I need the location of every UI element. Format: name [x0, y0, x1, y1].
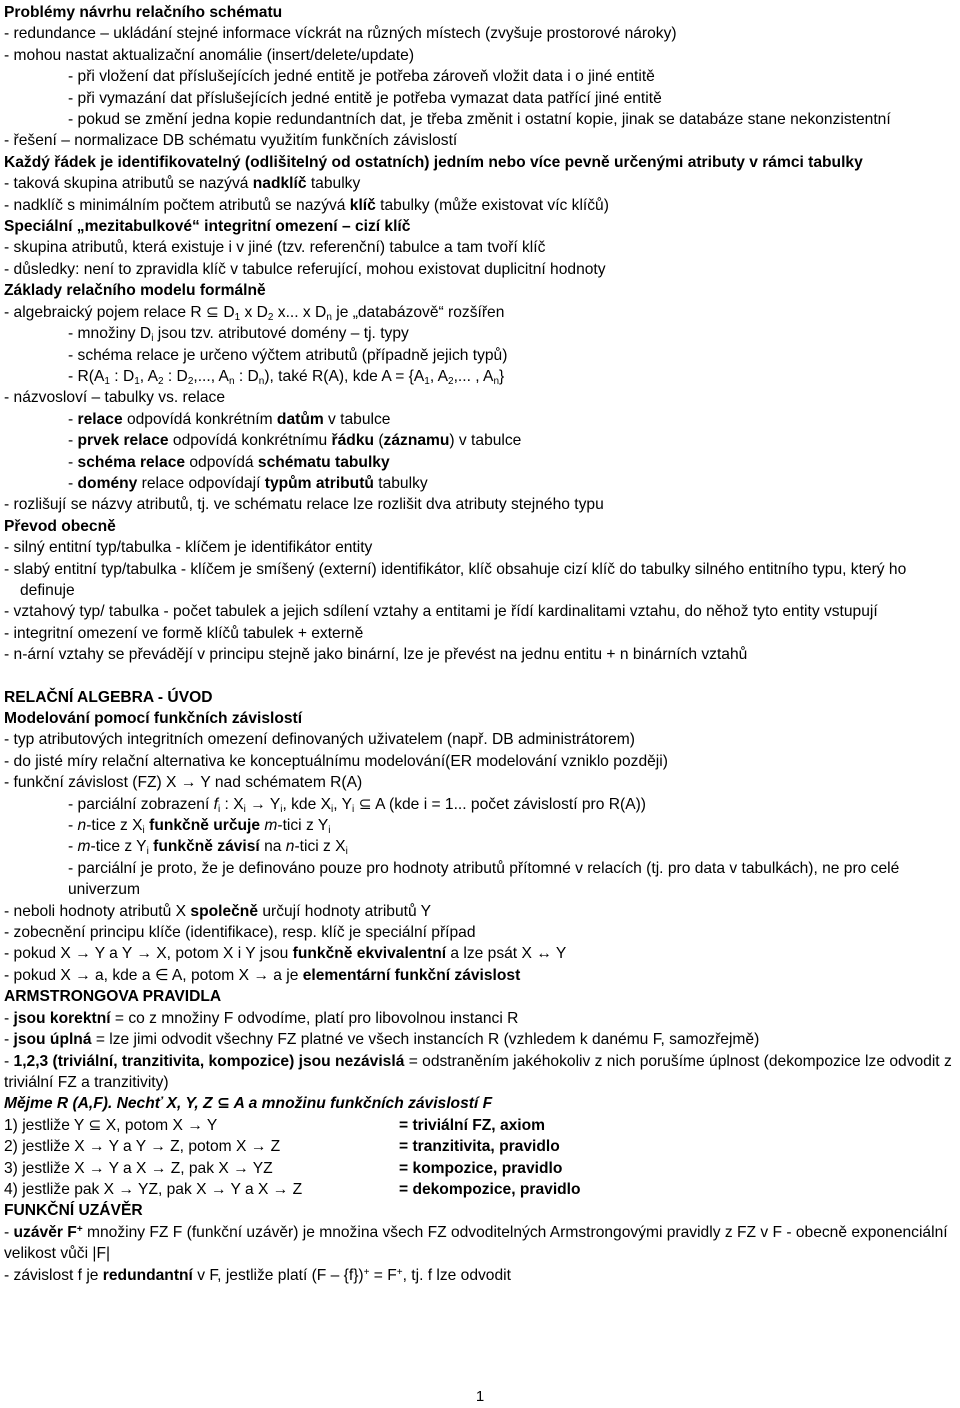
- section-title: Problémy návrhu relačního schématu: [4, 4, 283, 21]
- text-line: - důsledky: není to zpravidla klíč v tabulce referující, mohou existovat duplicitní hodnoty: [4, 260, 606, 278]
- text-line: - pokud se změní jedna kopie redundantních dat, je třeba změnit i ostatní kopie, jinak se databáze stane nekonzistentní: [68, 111, 891, 129]
- premise-line: Mějme R (A,F). Nechť X, Y, Z ⊆ A a množinu funkčních závislostí F: [4, 1095, 493, 1113]
- rule-name: = kompozice, pravidlo: [399, 1159, 563, 1177]
- text-line: - relace odpovídá konkrétním datům v tabulce: [68, 410, 391, 428]
- text-line: - m-tice z $Y_i$ funkčně závisí na n-tici z $X_i$: [68, 838, 348, 858]
- text-line: - 1,2,3 (triviální, tranzitivita, kompozice) jsou nezávislá = odstraněním jakéhokoliv z nich porušíme úplnost (dekompozice lze odvodit z triviální FZ a tranzitivity): [4, 1052, 952, 1091]
- text-line: - rozlišují se názvy atributů, tj. ve schématu relace lze rozlišit dva atributy stejného typu: [4, 496, 604, 514]
- text-line: - funkční závislost (FZ) X → Y nad schématem R(A): [4, 774, 363, 792]
- page-number: 1: [475, 1388, 485, 1405]
- text-line: - skupina atributů, která existuje i v jiné (tzv. referenční) tabulce a tam tvoří klíč: [4, 239, 546, 257]
- rule-statement: 1) jestliže Y ⊆ X, potom X → Y: [4, 1116, 218, 1134]
- text-line: - při vymazání dat příslušejících jedné entitě je potřeba vymazat data patřící jiné entitě: [68, 89, 662, 107]
- text-line: - slabý entitní typ/tabulka - klíčem je smíšený (externí) identifikátor, klíč obsahuje cizí klíč do tabulky silného entitního typu, který ho definuje: [4, 560, 907, 599]
- text-line: - neboli hodnoty atributů X společně určují hodnoty atributů Y: [4, 902, 432, 920]
- section-title: RELAČNÍ ALGEBRA - ÚVOD: [4, 688, 213, 706]
- text-line: - do jisté míry relační alternativa ke konceptuálnímu modelování(ER modelování vzniklo později): [4, 752, 668, 770]
- rule-row: [4, 1158, 956, 1179]
- section-title: Převod obecně: [4, 517, 116, 535]
- text-line: - schéma relace odpovídá schématu tabulky: [68, 453, 390, 471]
- bold-statement: Speciální „mezitabulkové“ integritní omezení – cizí klíč: [4, 218, 411, 236]
- section-title: ARMSTRONGOVA PRAVIDLA: [4, 988, 222, 1006]
- bold-statement: Každý řádek je identifikovatelný (odlišitelný od ostatních) jedním nebo více pevně určenými atributy v rámci tabulky: [4, 153, 863, 171]
- rule-name: = tranzitivita, pravidlo: [399, 1138, 560, 1156]
- rules-table: [4, 1115, 956, 1201]
- text-line: - pokud X → Y a Y → X, potom X i Y jsou funkčně ekvivalentní a lze psát X ↔ Y: [4, 945, 567, 963]
- text-line: - při vložení dat příslušejících jedné entitě je potřeba zároveň vložit data i o jiné entitě: [68, 68, 655, 86]
- text-line: - jsou úplná = lze jimi odvodit všechny FZ platné ve všech instancích R (vzhledem k danému F, samozřejmě): [4, 1031, 760, 1049]
- text-line: - taková skupina atributů se nazývá nadklíč tabulky: [4, 175, 361, 193]
- text-line: - řešení – normalizace DB schématu využitím funkčních závislostí: [4, 132, 458, 150]
- rule-statement: 4) jestliže pak X → YZ, pak X → Y a X → Z: [4, 1180, 303, 1198]
- text-line: - prvek relace odpovídá konkrétnímu řádku (záznamu) v tabulce: [68, 432, 522, 450]
- text-line: - vztahový typ/ tabulka - počet tabulek a jejich sdílení vztahy a entitami je řídí kardinalitami vztahu, do něhož tyto entity vstupují: [4, 603, 878, 621]
- rule-statement: 2) jestliže X → Y a Y → Z, potom X → Z: [4, 1138, 281, 1156]
- rule-row: [4, 1179, 956, 1200]
- text-line: - pokud X → a, kde a ∈ A, potom X → a je elementární funkční závislost: [4, 966, 521, 984]
- text-line: - uzávěr F+ množiny FZ F (funkční uzávěr) je množina všech FZ odvoditelných Armstrongovými pravidly z FZ v F - obecně exponenciální velikost vůči |F|: [4, 1223, 948, 1263]
- text-line: - algebraický pojem relace R ⊆ $D_1$ x $D_2$ x... x $D_n$ je „databázově“ rozšířen: [4, 303, 505, 323]
- text-line: - jsou korektní = co z množiny F odvodíme, platí pro libovolnou instanci R: [4, 1009, 519, 1027]
- text-line: - n-tice z $X_i$ funkčně určuje m-tici z $Y_i$: [68, 817, 331, 837]
- text-line: - $R(A_1$ : $D_1$, $A_2$ : $D_2$,..., $A_n$ : $D_n$), také R(A), kde $A = \{A_1$, $A_2$,... , $A_n$}: [68, 367, 505, 387]
- blank-line: [4, 666, 956, 687]
- text-line: - názvosloví – tabulky vs. relace: [4, 389, 226, 407]
- text-line: - množiny $D_i$ jsou tzv. atributové domény – tj. typy: [68, 325, 409, 345]
- text-line: - nadklíč s minimálním počtem atributů se nazývá klíč tabulky (může existovat víc klíčů): [4, 196, 609, 214]
- text-line: - typ atributových integritních omezení definovaných uživatelem (např. DB administrátorem): [4, 731, 635, 749]
- text-line: - zobecnění principu klíče (identifikace), resp. klíč je speciální případ: [4, 924, 476, 942]
- section-subtitle: Modelování pomocí funkčních závislostí: [4, 710, 303, 727]
- section-title: FUNKČNÍ UZÁVĚR: [4, 1202, 143, 1220]
- text-line: - silný entitní typ/tabulka - klíčem je identifikátor entity: [4, 539, 373, 557]
- text-line: - parciální je proto, že je definováno pouze pro hodnoty atributů přítomné v relacích (tj. pro data v tabulkách), ne pro celé univerzum: [68, 859, 900, 899]
- text-line: - n-ární vztahy se převádějí v principu stejně jako binární, lze je převést na jednu entitu + n binárních vztahů: [4, 646, 748, 664]
- rule-row: [4, 1136, 956, 1157]
- document-page: [4, 2, 956, 1286]
- text-line: - parciální zobrazení $f_i$ : $X_i \to Y_i$, kde $X_i$, $Y_i$ ⊆ A (kde i = 1... počet závislostí pro R(A)): [68, 795, 646, 815]
- section-title: Základy relačního modelu formálně: [4, 282, 266, 300]
- rule-name: = dekompozice, pravidlo: [399, 1180, 581, 1198]
- text-line: - mohou nastat aktualizační anomálie (insert/delete/update): [4, 46, 415, 64]
- text-line: - integritní omezení ve formě klíčů tabulek + externě: [4, 624, 364, 642]
- rule-statement: 3) jestliže X → Y a X → Z, pak X → YZ: [4, 1159, 273, 1177]
- rule-row: [4, 1115, 956, 1136]
- text-line: - domény relace odpovídají typům atributů tabulky: [68, 474, 428, 492]
- rule-name: = triviální FZ, axiom: [399, 1116, 546, 1134]
- text-line: - závislost f je redundantní v F, jestliže platí (F – {f})+ = F+, tj. f lze odvodit: [4, 1266, 511, 1284]
- text-line: - schéma relace je určeno výčtem atributů (případně jejich typů): [68, 346, 508, 364]
- text-line: - redundance – ukládání stejné informace víckrát na různých místech (zvyšuje prostorové nároky): [4, 25, 677, 43]
